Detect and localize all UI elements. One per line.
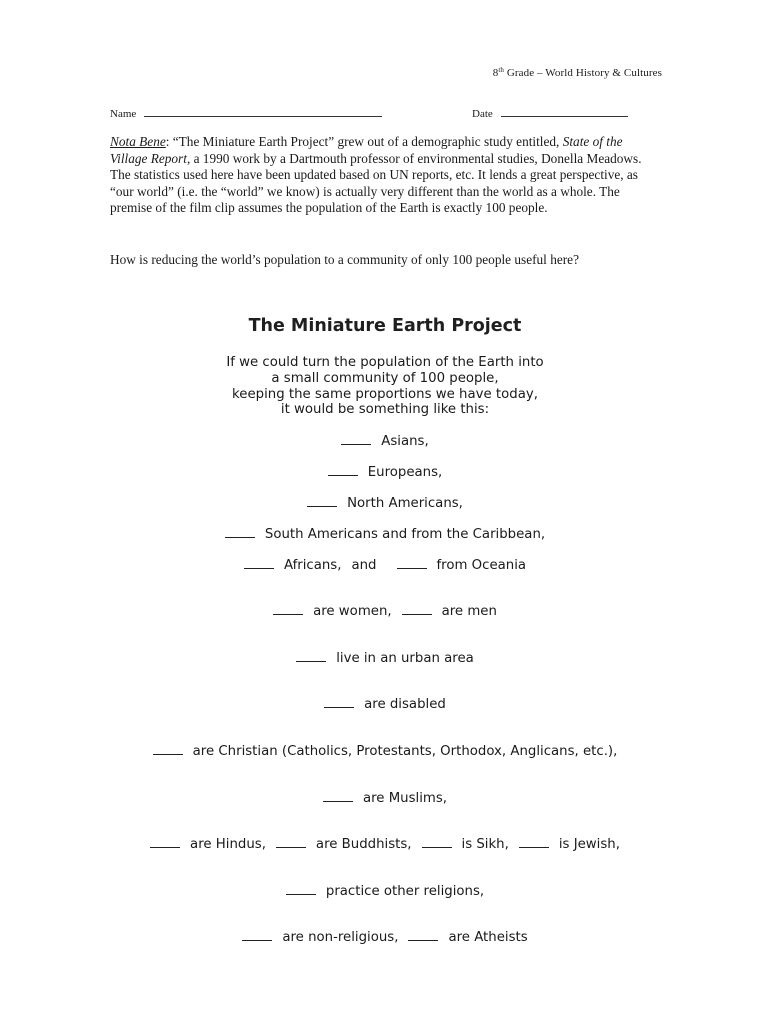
south-americans-line (0, 527, 770, 542)
answer-blank[interactable] (244, 558, 274, 569)
grade-suffix: th (498, 66, 504, 74)
intro-text (0, 355, 770, 418)
answer-blank[interactable] (225, 527, 255, 538)
europeans-line (0, 465, 770, 480)
item-label: are Atheists (448, 930, 528, 945)
asians-line (0, 434, 770, 449)
gender-line (0, 604, 770, 619)
item-label: live in an urban area (336, 651, 474, 666)
answer-blank[interactable] (397, 558, 427, 569)
item-label: are disabled (364, 697, 446, 712)
date-blank[interactable] (501, 107, 628, 117)
answer-blank[interactable] (519, 837, 549, 848)
intro-line: a small community of 100 people, (271, 370, 499, 386)
answer-blank[interactable] (341, 434, 371, 445)
religions-line (0, 837, 770, 852)
answer-blank[interactable] (307, 496, 337, 507)
item-label: Europeans, (367, 465, 443, 480)
nota-bene-text-1: : “The Miniature Earth Project” grew out of a demographic study entitled, (165, 134, 563, 149)
non-religious-line (0, 930, 770, 945)
intro-line: If we could turn the population of the Earth into (226, 355, 544, 370)
nota-bene-label: Nota Bene (110, 134, 166, 149)
disabled-line (0, 697, 770, 712)
nota-bene-paragraph (110, 134, 660, 217)
name-label: Name (110, 108, 137, 120)
item-label: is Jewish, (558, 837, 620, 852)
item-label: are women, (313, 604, 392, 619)
grade-number: 8 (492, 67, 499, 79)
answer-blank[interactable] (153, 744, 183, 755)
date-label: Date (472, 108, 493, 120)
item-label: North Americans, (347, 496, 463, 511)
name-field[interactable] (110, 107, 382, 120)
item-label: are men (441, 604, 497, 619)
answer-blank[interactable] (242, 930, 272, 941)
muslims-line (0, 791, 770, 806)
item-label: South Americans and from the Caribbean, (264, 527, 546, 542)
item-label: are non-religious, (282, 930, 399, 945)
answer-blank[interactable] (296, 651, 326, 662)
nota-bene-title-ref: State of the Village Report (110, 134, 623, 166)
date-field[interactable] (472, 107, 628, 120)
north-americans-line (0, 496, 770, 511)
africans-oceania-line (0, 558, 770, 573)
answer-blank[interactable] (402, 604, 432, 615)
answer-blank[interactable] (273, 604, 303, 615)
name-blank[interactable] (144, 107, 382, 117)
christian-line (0, 744, 770, 759)
course-header (493, 66, 662, 79)
answer-blank[interactable] (328, 465, 358, 476)
item-label: are Buddhists, (315, 837, 412, 852)
answer-blank[interactable] (150, 837, 180, 848)
answer-blank[interactable] (323, 791, 353, 802)
item-label: Africans, (283, 558, 342, 573)
item-label: Asians, (381, 434, 429, 449)
item-label: practice other religions, (325, 884, 485, 899)
reflection-question: How is reducing the world’s population to a community of only 100 people useful here? (110, 252, 579, 267)
answer-blank[interactable] (276, 837, 306, 848)
conjunction: and (351, 558, 377, 573)
item-label: are Hindus, (190, 837, 266, 852)
answer-blank[interactable] (408, 930, 438, 941)
item-label: from Oceania (436, 558, 527, 573)
answer-blank[interactable] (324, 697, 354, 708)
item-label: is Sikh, (461, 837, 509, 852)
item-label: are Christian (Catholics, Protestants, Orthodox, Anglicans, etc.), (192, 744, 618, 759)
nota-bene-text-2: , a 1990 work by a Dartmouth professor of environmental studies, Donella Meadows. The statistics used here have been updated based on UN reports, etc. It lends a great perspective, as “our world” (i.e. the “world” we know) is actually very different than the world as a whole. The premise of the film clip assumes the population of the Earth is exactly 100 people. (110, 150, 642, 216)
other-religions-line (0, 884, 770, 899)
answer-blank[interactable] (286, 884, 316, 895)
item-label: are Muslims, (362, 791, 448, 806)
worksheet-title: The Miniature Earth Project (248, 316, 522, 336)
answer-blank[interactable] (422, 837, 452, 848)
intro-line: keeping the same proportions we have today, (232, 386, 538, 402)
urban-line (0, 651, 770, 666)
intro-line: it would be something like this: (280, 402, 490, 418)
course-title: Grade – World History & Cultures (503, 67, 662, 79)
